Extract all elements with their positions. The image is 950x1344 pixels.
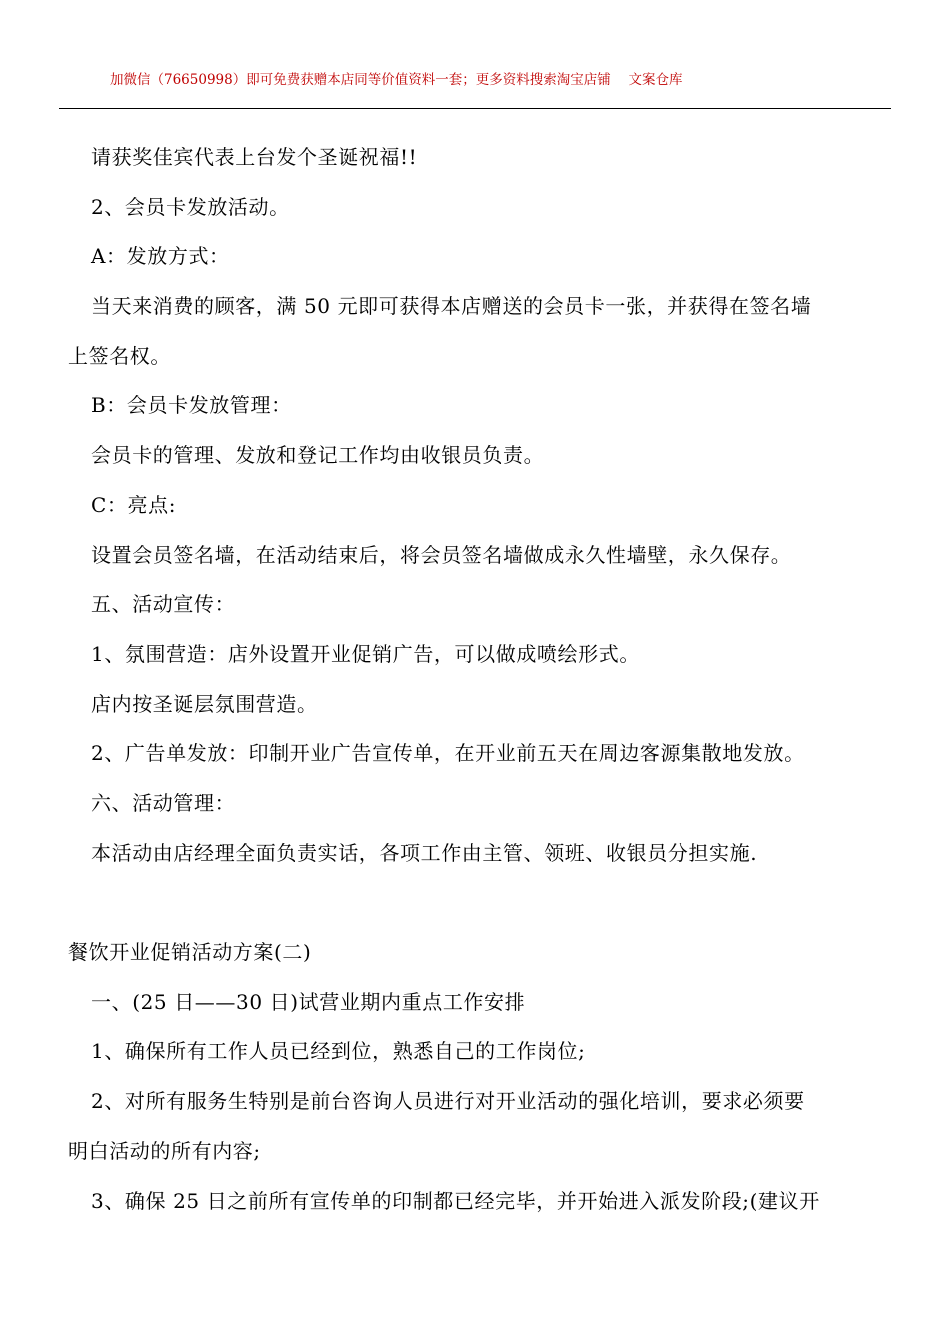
paragraph-line: 3、确保 25 日之前所有宣传单的印制都已经完毕，并开始进入派发阶段;(建议开 — [91, 1189, 820, 1213]
header-promo-text: 加微信（76650998）即可免费获赠本店同等价值资料一套；更多资料搜索淘宝店铺 文案仓库 — [110, 72, 683, 88]
paragraph-line: 六、活动管理： — [91, 791, 236, 815]
paragraph-line: 设置会员签名墙，在活动结束后，将会员签名墙做成永久性墙壁，永久保存。 — [91, 543, 792, 567]
paragraph-line: 1、氛围营造：店外设置开业促销广告，可以做成喷绘形式。 — [91, 642, 640, 666]
paragraph-line: B：会员卡发放管理： — [91, 393, 292, 417]
header-divider — [59, 108, 891, 109]
paragraph-line: 明白活动的所有内容; — [68, 1139, 261, 1163]
paragraph-line: 2、会员卡发放活动。 — [91, 195, 290, 219]
paragraph-line: 一、(25 日——30 日)试营业期内重点工作安排 — [91, 990, 526, 1014]
paragraph-line: 请获奖佳宾代表上台发个圣诞祝福!! — [91, 145, 418, 169]
paragraph-line: A：发放方式： — [91, 244, 230, 268]
paragraph-line: 上签名权。 — [68, 344, 171, 368]
page-header — [0, 68, 950, 92]
paragraph-line: 2、广告单发放：印制开业广告宣传单，在开业前五天在周边客源集散地发放。 — [91, 741, 805, 765]
paragraph-line: 本活动由店经理全面负责实话，各项工作由主管、领班、收银员分担实施. — [91, 841, 758, 865]
paragraph-line: 当天来消费的顾客，满 50 元即可获得本店赠送的会员卡一张，并获得在签名墙 — [91, 294, 812, 318]
paragraph-line: 店内按圣诞层氛围营造。 — [91, 692, 318, 716]
paragraph-line: C：亮点: — [91, 493, 177, 517]
paragraph-line: 1、确保所有工作人员已经到位，熟悉自己的工作岗位; — [91, 1039, 586, 1063]
paragraph-line: 会员卡的管理、发放和登记工作均由收银员负责。 — [91, 443, 545, 467]
section-title: 餐饮开业促销活动方案(二) — [68, 940, 312, 964]
paragraph-line: 2、对所有服务生特别是前台咨询人员进行对开业活动的强化培训，要求必须要 — [91, 1089, 805, 1113]
paragraph-line: 五、活动宣传： — [91, 592, 236, 616]
